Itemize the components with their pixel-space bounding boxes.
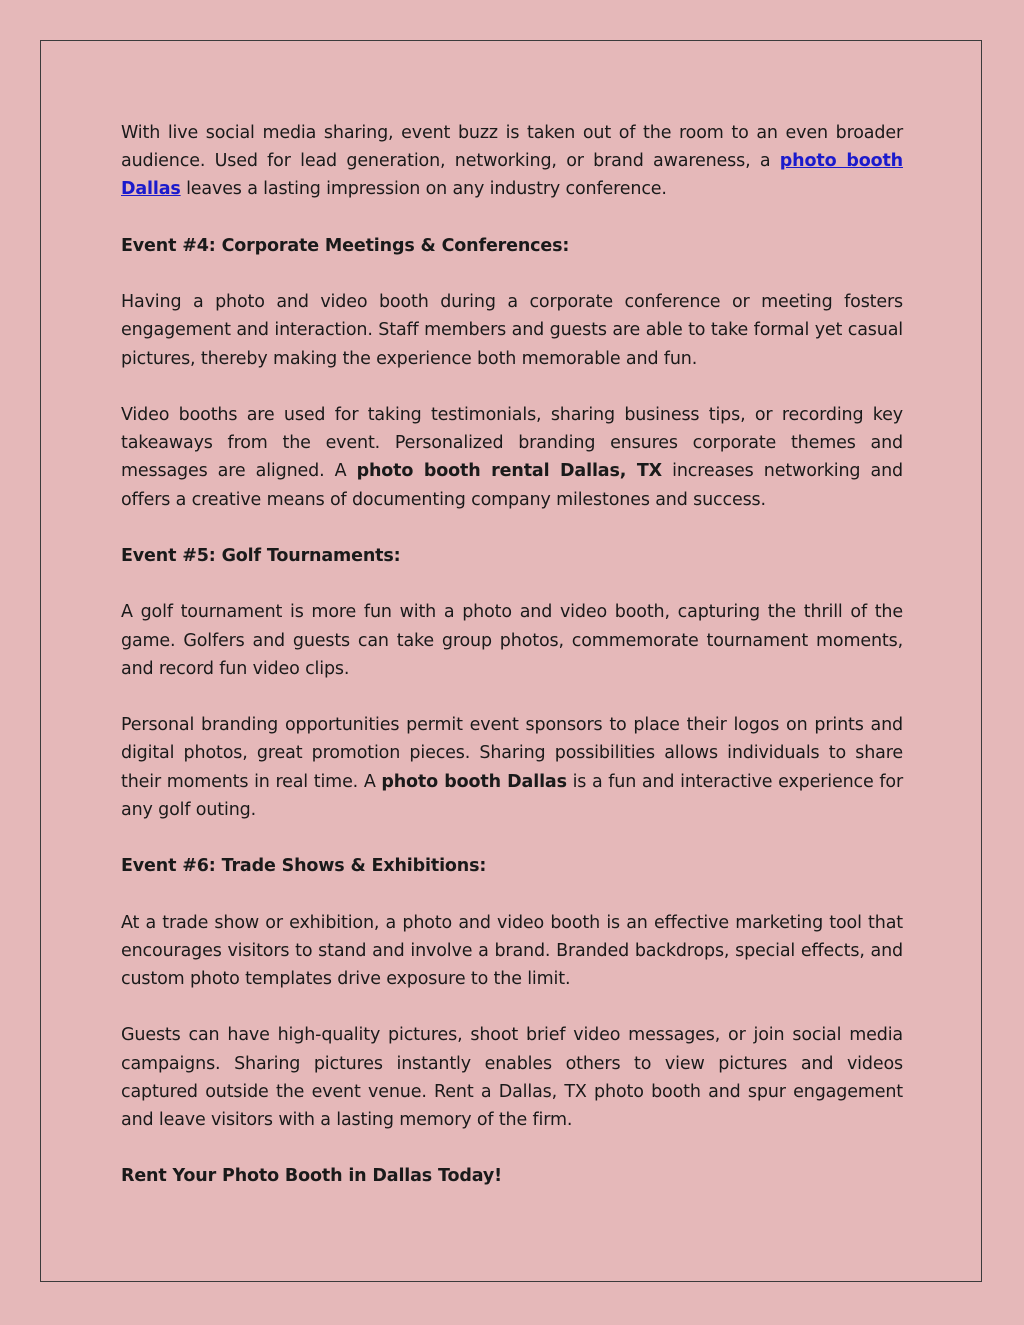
document-body bbox=[121, 119, 903, 1219]
event-5-p2-text-before: Personal branding opportunities permit event sponsors to place their logos on prints and digital photos, great promotion pieces. Sharing possibilities allows individuals to share their moments in real time. A bbox=[121, 715, 903, 792]
intro-text-after-link: leaves a lasting impression on any industry conference. bbox=[180, 179, 667, 200]
event-6-paragraph-1: At a trade show or exhibition, a photo and video booth is an effective marketing tool that encourages visitors to stand and involve a brand. Branded backdrops, special effects, and custom photo templates drive exposure to the limit. bbox=[121, 912, 903, 989]
event-5-paragraph-1: A golf tournament is more fun with a photo and video booth, capturing the thrill of the game. Golfers and guests can take group photos, commemorate tournament moments, and record fun video clips. bbox=[121, 602, 903, 679]
event-4-p2-text-after: increases networking and offers a creative means of documenting company milestones and success. bbox=[121, 461, 903, 510]
event-5-p2-text-after: is a fun and interactive experience for any golf outing. bbox=[121, 771, 903, 820]
closing-heading: Rent Your Photo Booth in Dallas Today! bbox=[121, 1166, 502, 1187]
event-5-heading: Event #5: Golf Tournaments: bbox=[121, 545, 401, 566]
event-6-heading: Event #6: Trade Shows & Exhibitions: bbox=[121, 856, 487, 877]
event-5-paragraph-2 bbox=[121, 711, 903, 824]
event-4-p2-bold: photo booth rental Dallas, TX bbox=[356, 461, 662, 482]
event-4-p2-text-before: Video booths are used for taking testimonials, sharing business tips, or recording key takeaways from the event. Personalized branding ensures corporate themes and messages are aligned. A bbox=[121, 404, 903, 482]
intro-paragraph bbox=[121, 119, 903, 204]
event-4-heading: Event #4: Corporate Meetings & Conferences: bbox=[121, 235, 570, 256]
event-4-paragraph-1: Having a photo and video booth during a corporate conference or meeting fosters engagement and interaction. Staff members and guests are able to take formal yet casual pictures, thereby making the experience both memorable and fun. bbox=[121, 292, 903, 369]
event-5-p2-bold: photo booth Dallas bbox=[381, 771, 567, 792]
event-4-paragraph-2 bbox=[121, 401, 903, 514]
event-6-paragraph-2: Guests can have high-quality pictures, shoot brief video messages, or join social media campaigns. Sharing pictures instantly enables others to view pictures and videos captured outside the event venue. Rent a Dallas, TX photo booth and spur engagement and leave visitors with a lasting memory of the firm. bbox=[121, 1025, 903, 1130]
intro-text-before-link: With live social media sharing, event buzz is taken out of the room to an even broader audience. Used for lead generation, networking, or brand awareness, a bbox=[121, 123, 903, 172]
photo-booth-dallas-link[interactable]: photo booth Dallas bbox=[121, 151, 903, 200]
